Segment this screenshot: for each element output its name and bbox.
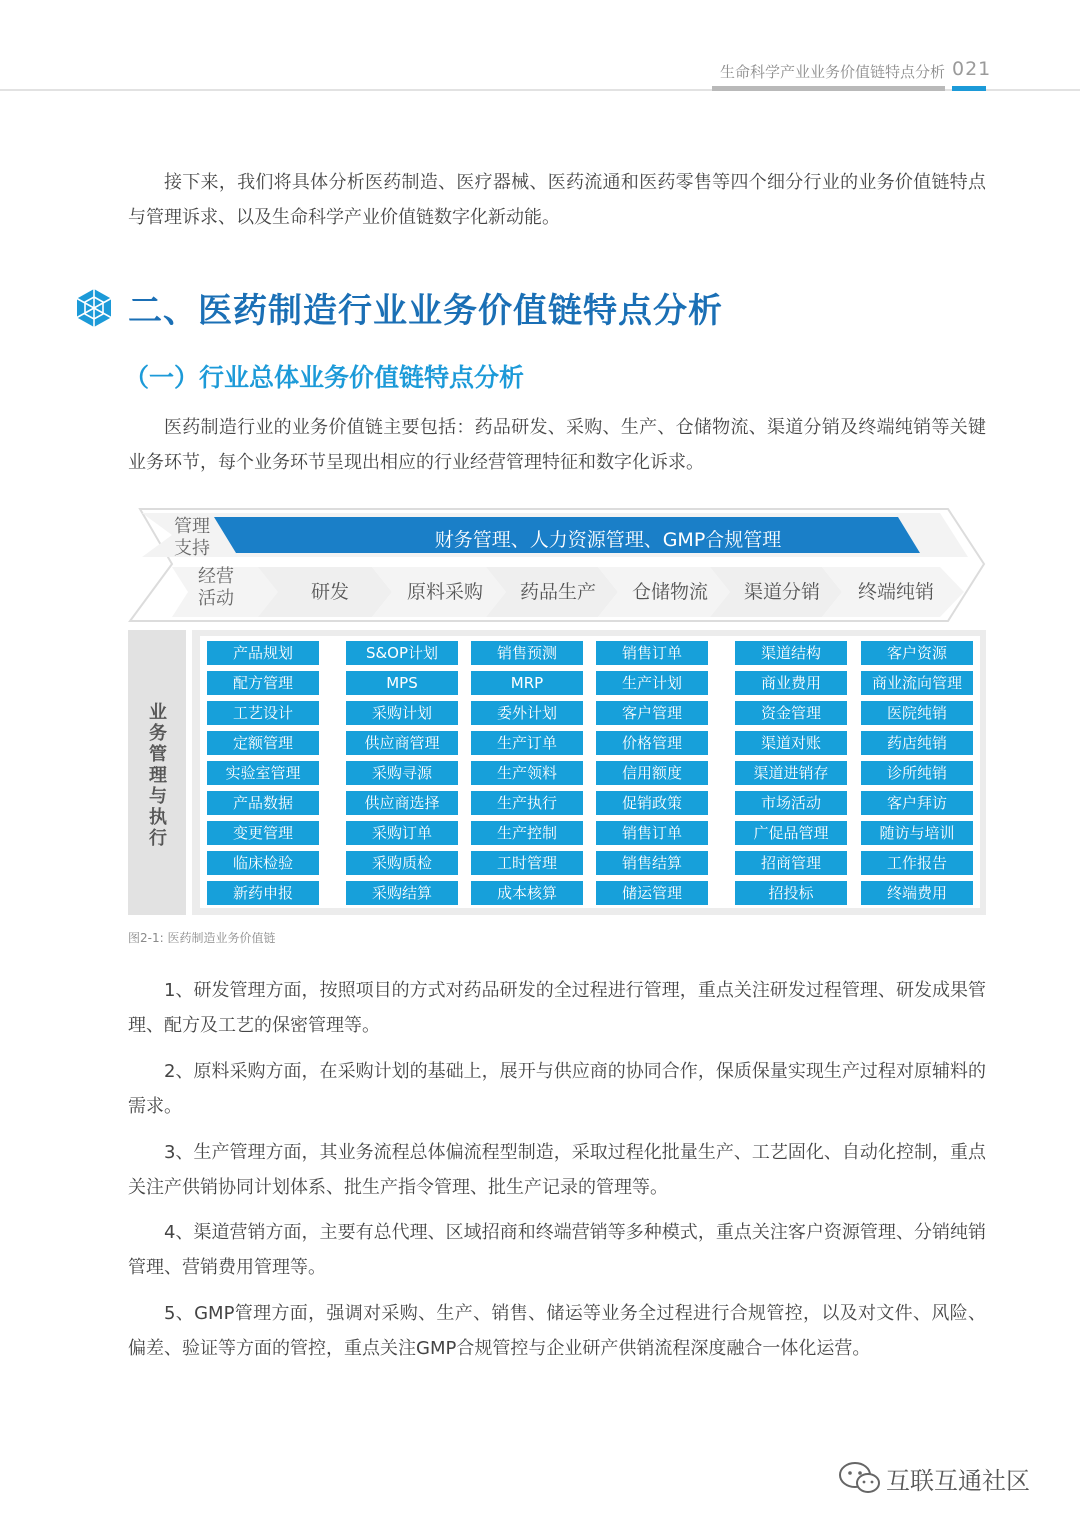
grid-cell: 销售预测 [471,641,583,665]
wechat-icon [838,1460,882,1496]
grid-cell: 销售结算 [596,851,708,875]
grid-cell: 采购计划 [346,701,458,725]
section-title: 二、医药制造行业业务价值链特点分析 [128,291,723,331]
watermark [838,1458,1053,1498]
grid-cell: 定额管理 [207,731,319,755]
grid-cell: 生产领料 [471,761,583,785]
grid-cell: 信用额度 [596,761,708,785]
grid-cell: MPS [346,671,458,695]
grid-cell: MRP [471,671,583,695]
grid-cell: 招投标 [735,881,847,905]
grid-cell: 委外计划 [471,701,583,725]
activity-procurement: 原料采购 [406,581,483,603]
grid-cell: 生产控制 [471,821,583,845]
grid-cell: 生产订单 [471,731,583,755]
grid-cell: 促销政策 [596,791,708,815]
grid-cell: 市场活动 [735,791,847,815]
ops-label-1: 经营 [198,566,234,587]
grid-cell: 储运管理 [596,881,708,905]
hexagon-icon [76,288,112,328]
intro-paragraph: 接下来，我们将具体分析医药制造、医疗器械、医药流通和医药零售等四个细分行业的业务价值链特点与管理诉求、以及生命科学产业价值链数字化新动能。 [128,172,986,228]
grid-cell: 采购质检 [346,851,458,875]
point-3: 3、生产管理方面，其业务流程总体偏流程型制造，采取过程化批量生产、工艺固化、自动化控制，重点关注产供销协同计划体系、批生产指令管理、批生产记录的管理等。 [128,1142,986,1198]
point-1: 1、研发管理方面，按照项目的方式对药品研发的全过程进行管理，重点关注研发过程管理、研发成果管理、配方及工艺的保密管理等。 [128,980,986,1036]
grid-cell: 价格管理 [596,731,708,755]
grid-cell: 商业流向管理 [861,671,973,695]
subsection-intro: 医药制造行业的业务价值链主要包括：药品研发、采购、生产、仓储物流、渠道分销及终端纯销等关键业务环节，每个业务环节呈现出相应的行业经营管理特征和数字化诉求。 [128,417,986,473]
mgmt-label-2: 支持 [174,538,210,559]
grid-cell: 随访与培训 [861,821,973,845]
grid-cell: S&OP计划 [346,641,458,665]
grid-cell: 渠道对账 [735,731,847,755]
grid-cell: 产品规划 [207,641,319,665]
grid-cell: 新药申报 [207,881,319,905]
grid-cell: 渠道进销存 [735,761,847,785]
ops-label-2: 活动 [198,588,234,609]
activity-logistics: 仓储物流 [631,581,708,603]
grid-cell: 客户资源 [861,641,973,665]
figure-caption: 图2-1: 医药制造业务价值链 [128,931,276,945]
grid-cell: 渠道结构 [735,641,847,665]
activity-production: 药品生产 [519,581,596,603]
activity-distribution: 渠道分销 [743,581,820,603]
grid-cell: 广促品管理 [735,821,847,845]
grid-cell: 采购订单 [346,821,458,845]
grid-cell: 生产计划 [596,671,708,695]
grid-cell: 配方管理 [207,671,319,695]
grid-cell: 医院纯销 [861,701,973,725]
header-accent-gray [712,86,945,91]
page-number: 021 [952,58,992,80]
grid-cell: 生产执行 [471,791,583,815]
point-2: 2、原料采购方面，在采购计划的基础上，展开与供应商的协同合作，保质保量实现生产过程对原辅料的需求。 [128,1061,986,1117]
grid-cell: 药店纯销 [861,731,973,755]
watermark-text: 互联互通社区 [886,1467,1030,1495]
running-header-title: 生命科学产业业务价值链特点分析 [719,63,945,81]
subsection-title: （一）行业总体业务价值链特点分析 [124,363,525,392]
grid-cell: 商业费用 [735,671,847,695]
grid-cell: 供应商选择 [346,791,458,815]
grid-cell: 临床检验 [207,851,319,875]
grid-cell: 诊所纯销 [861,761,973,785]
grid-cell: 工作报告 [861,851,973,875]
point-5: 5、GMP管理方面，强调对采购、生产、销售、储运等业务全过程进行合规管控，以及对文件、风险、偏差、验证等方面的管控，重点关注GMP合规管控与企业研产供销流程深度融合一体化运营。 [128,1303,986,1359]
mgmt-bar-label: 财务管理、人力资源管理、GMP合规管理 [434,529,782,551]
grid-cell: 供应商管理 [346,731,458,755]
grid-cell: 产品数据 [207,791,319,815]
activity-terminal-sales: 终端纯销 [857,581,934,603]
grid-cell: 客户管理 [596,701,708,725]
point-4: 4、渠道营销方面，主要有总代理、区域招商和终端营销等多种模式，重点关注客户资源管理、分销纯销管理、营销费用管理等。 [128,1222,986,1278]
grid-cell: 实验室管理 [207,761,319,785]
grid-cell: 资金管理 [735,701,847,725]
grid-cell: 成本核算 [471,881,583,905]
grid-cell: 终端费用 [861,881,973,905]
grid-cell: 销售订单 [596,821,708,845]
grid-cell: 工时管理 [471,851,583,875]
grid-cell: 采购结算 [346,881,458,905]
value-chain-diagram [128,507,986,915]
mgmt-label-1: 管理 [174,516,210,537]
grid-cell: 招商管理 [735,851,847,875]
header-accent-blue [952,86,986,91]
grid-cell: 变更管理 [207,821,319,845]
side-label: 业务管理与执行 [149,702,167,849]
grid-cell: 采购寻源 [346,761,458,785]
grid-cell: 客户拜访 [861,791,973,815]
grid-area [200,636,980,908]
grid-cell: 工艺设计 [207,701,319,725]
grid-cell: 销售订单 [596,641,708,665]
activity-rd: 研发 [310,581,349,603]
